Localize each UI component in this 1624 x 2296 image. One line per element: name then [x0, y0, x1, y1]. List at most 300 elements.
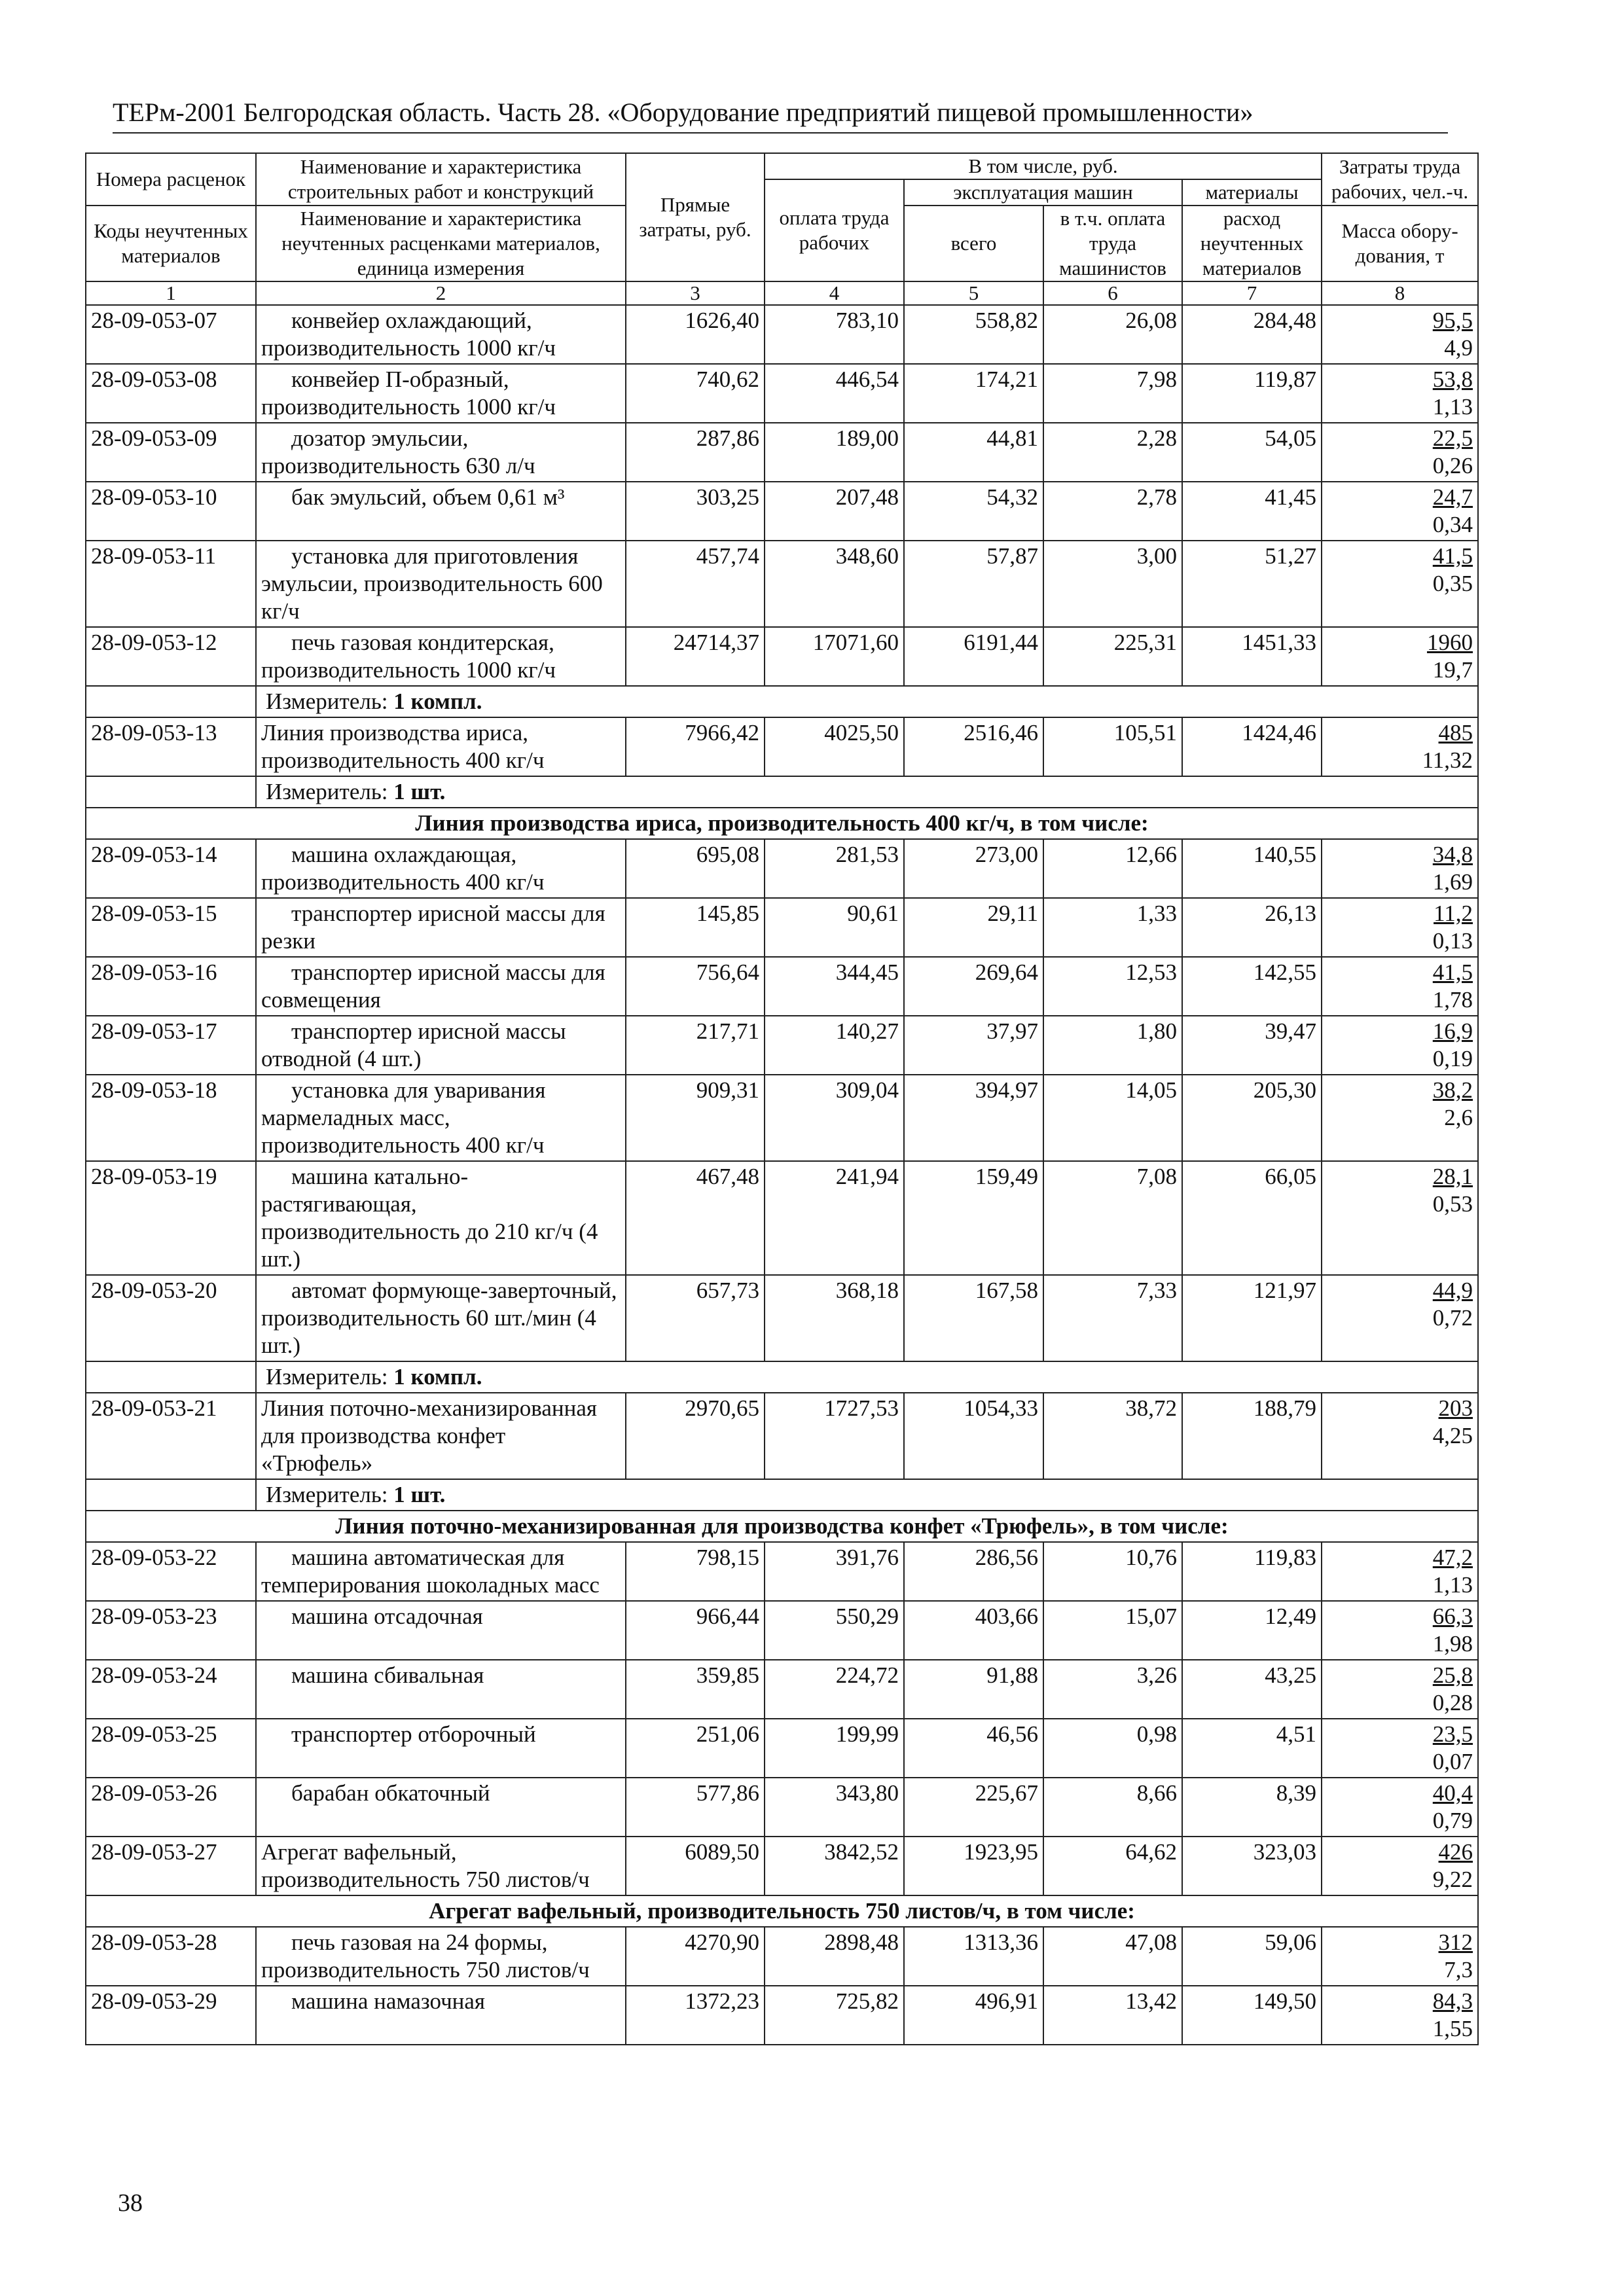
rate-code: 28-09-053-11 [86, 541, 256, 627]
rate-name-text: Линия поточно-механизированная для производства конфет «Трюфель» [261, 1395, 597, 1476]
labor-and-mass [1322, 1986, 1478, 2045]
equipment-mass: 0,53 [1432, 1191, 1473, 1217]
rate-name-text: машина автоматическая для темперирования шоколадных масс [261, 1545, 600, 1598]
measure-spacer [86, 1361, 256, 1393]
table-row [86, 364, 1478, 423]
direct-cost: 798,15 [626, 1542, 765, 1601]
table-row [86, 1393, 1478, 1479]
labor-pay: 90,61 [765, 898, 904, 957]
machinists-pay: 47,08 [1043, 1927, 1182, 1986]
materials-cost: 140,55 [1182, 839, 1322, 898]
labor-and-mass [1322, 717, 1478, 776]
equipment-mass: 0,34 [1432, 512, 1473, 537]
machinists-pay: 26,08 [1043, 305, 1182, 364]
rate-name [256, 627, 626, 686]
materials-cost: 66,05 [1182, 1161, 1322, 1275]
rate-name-text: установка для уваривания мармеладных масс, производительность 400 кг/ч [261, 1077, 546, 1158]
labor-hours: 28,1 [1432, 1164, 1473, 1189]
direct-cost: 657,73 [626, 1275, 765, 1361]
materials-cost: 41,45 [1182, 482, 1322, 541]
labor-and-mass [1322, 541, 1478, 627]
labor-pay: 224,72 [765, 1660, 904, 1719]
machines-total: 403,66 [904, 1601, 1043, 1660]
labor-hours: 426 [1438, 1839, 1473, 1865]
equipment-mass: 1,69 [1432, 869, 1473, 895]
measure-row [86, 686, 1478, 717]
labor-hours: 41,5 [1432, 543, 1473, 569]
equipment-mass: 19,7 [1432, 657, 1473, 683]
measure-label: Измеритель: [266, 1482, 388, 1507]
labor-hours: 23,5 [1432, 1721, 1473, 1747]
machinists-pay: 3,00 [1043, 541, 1182, 627]
direct-cost: 1372,23 [626, 1986, 765, 2045]
rate-name-text: машина катально-растягивающая, производительность до 210 кг/ч (4 шт.) [261, 1164, 598, 1272]
rate-name [256, 1016, 626, 1075]
rate-name-text: установка для приготовления эмульсии, производительность 600 кг/ч [261, 543, 603, 624]
table-body [86, 305, 1478, 2045]
labor-pay: 446,54 [765, 364, 904, 423]
machines-total: 2516,46 [904, 717, 1043, 776]
measure-unit-value: 1 шт. [393, 779, 446, 804]
equipment-mass: 2,6 [1444, 1105, 1473, 1130]
materials-cost: 4,51 [1182, 1719, 1322, 1778]
table-row [86, 305, 1478, 364]
rate-code: 28-09-053-09 [86, 423, 256, 482]
labor-and-mass [1322, 423, 1478, 482]
table-row [86, 1986, 1478, 2045]
labor-and-mass [1322, 1275, 1478, 1361]
equipment-mass: 9,22 [1432, 1867, 1473, 1892]
rate-name [256, 364, 626, 423]
rate-name-text: транспортер ирисной массы для резки [261, 901, 605, 954]
materials-cost: 12,49 [1182, 1601, 1322, 1660]
equipment-mass: 4,25 [1432, 1423, 1473, 1448]
labor-pay: 368,18 [765, 1275, 904, 1361]
direct-cost: 467,48 [626, 1161, 765, 1275]
rate-code: 28-09-053-27 [86, 1837, 256, 1895]
materials-cost: 142,55 [1182, 957, 1322, 1016]
labor-hours: 22,5 [1432, 425, 1473, 451]
rate-name [256, 1601, 626, 1660]
rate-code: 28-09-053-10 [86, 482, 256, 541]
table-row [86, 1075, 1478, 1161]
equipment-mass: 1,78 [1432, 987, 1473, 1013]
measure-label: Измеритель: [266, 689, 388, 714]
rate-code: 28-09-053-18 [86, 1075, 256, 1161]
section-row [86, 1895, 1478, 1927]
machinists-pay: 0,98 [1043, 1719, 1182, 1778]
col-mach-total: всего [904, 206, 1043, 281]
table-row [86, 1016, 1478, 1075]
rate-name [256, 717, 626, 776]
rate-name-text: Линия производства ириса, производительность 400 кг/ч [261, 720, 545, 773]
table-row [86, 1778, 1478, 1837]
labor-and-mass [1322, 1837, 1478, 1895]
direct-cost: 457,74 [626, 541, 765, 627]
rate-name-text: конвейер охлаждающий, производительность 1000 кг/ч [261, 308, 556, 361]
direct-cost: 217,71 [626, 1016, 765, 1075]
materials-cost: 26,13 [1182, 898, 1322, 957]
equipment-mass: 11,32 [1422, 747, 1473, 773]
labor-and-mass [1322, 957, 1478, 1016]
equipment-mass: 1,13 [1432, 1572, 1473, 1598]
measure-unit [256, 686, 1478, 717]
table-row [86, 839, 1478, 898]
materials-cost: 54,05 [1182, 423, 1322, 482]
col-codes-bottom: Коды неучтенных материалов [86, 206, 256, 281]
col-incl: В том числе, руб. [765, 153, 1322, 179]
col-number: 2 [256, 281, 626, 305]
rate-code: 28-09-053-25 [86, 1719, 256, 1778]
labor-hours: 47,2 [1432, 1545, 1473, 1570]
equipment-mass: 7,3 [1444, 1957, 1473, 1982]
table-row [86, 1719, 1478, 1778]
rate-name-text: печь газовая на 24 формы, производительность 750 листов/ч [261, 1929, 590, 1982]
labor-and-mass [1322, 627, 1478, 686]
table-row [86, 1275, 1478, 1361]
labor-and-mass [1322, 1778, 1478, 1837]
machines-total: 91,88 [904, 1660, 1043, 1719]
labor-pay: 241,94 [765, 1161, 904, 1275]
table-row [86, 1161, 1478, 1275]
measure-unit-value: 1 шт. [393, 1482, 446, 1507]
direct-cost: 251,06 [626, 1719, 765, 1778]
rate-name [256, 957, 626, 1016]
rate-name-text: транспортер ирисной массы для совмещения [261, 960, 605, 1013]
measure-unit [256, 1361, 1478, 1393]
labor-pay: 783,10 [765, 305, 904, 364]
labor-hours: 66,3 [1432, 1604, 1473, 1629]
machines-total: 394,97 [904, 1075, 1043, 1161]
labor-pay: 348,60 [765, 541, 904, 627]
labor-pay: 343,80 [765, 1778, 904, 1837]
rate-name [256, 898, 626, 957]
equipment-mass: 1,13 [1432, 394, 1473, 420]
machinists-pay: 105,51 [1043, 717, 1182, 776]
section-row [86, 808, 1478, 839]
direct-cost: 287,86 [626, 423, 765, 482]
direct-cost: 756,64 [626, 957, 765, 1016]
equipment-mass: 1,98 [1432, 1631, 1473, 1657]
materials-cost: 188,79 [1182, 1393, 1322, 1479]
labor-hours: 38,2 [1432, 1077, 1473, 1103]
machinists-pay: 1,33 [1043, 898, 1182, 957]
machinists-pay: 3,26 [1043, 1660, 1182, 1719]
labor-hours: 44,9 [1432, 1278, 1473, 1303]
machines-total: 57,87 [904, 541, 1043, 627]
rate-code: 28-09-053-17 [86, 1016, 256, 1075]
measure-row [86, 1479, 1478, 1511]
materials-cost: 8,39 [1182, 1778, 1322, 1837]
table-row [86, 1927, 1478, 1986]
rate-name [256, 1927, 626, 1986]
direct-cost: 6089,50 [626, 1837, 765, 1895]
col-name-top: Наименование и характеристика строительных работ и конструкций [256, 153, 626, 206]
labor-hours: 24,7 [1432, 484, 1473, 510]
machines-total: 496,91 [904, 1986, 1043, 2045]
section-heading: Линия поточно-механизированная для производства конфет «Трюфель», в том числе: [86, 1511, 1478, 1542]
rate-code: 28-09-053-13 [86, 717, 256, 776]
col-machines: эксплуатация машин [904, 179, 1182, 206]
measure-unit-value: 1 компл. [393, 689, 482, 714]
rate-code: 28-09-053-12 [86, 627, 256, 686]
labor-hours: 16,9 [1432, 1018, 1473, 1044]
machines-total: 273,00 [904, 839, 1043, 898]
machinists-pay: 7,98 [1043, 364, 1182, 423]
machines-total: 269,64 [904, 957, 1043, 1016]
col-mat-unaccounted: расход неучтенных материалов [1182, 206, 1322, 281]
rate-code: 28-09-053-23 [86, 1601, 256, 1660]
labor-pay: 1727,53 [765, 1393, 904, 1479]
labor-hours: 25,8 [1432, 1662, 1473, 1688]
section-heading: Линия производства ириса, производительность 400 кг/ч, в том числе: [86, 808, 1478, 839]
col-materials: материалы [1182, 179, 1322, 206]
rate-name [256, 482, 626, 541]
col-number: 8 [1322, 281, 1478, 305]
labor-and-mass [1322, 305, 1478, 364]
rate-name-text: барабан обкаточный [291, 1780, 490, 1806]
table-row [86, 1601, 1478, 1660]
rates-table [85, 152, 1479, 2045]
rate-name [256, 1542, 626, 1601]
measure-label: Измеритель: [266, 1364, 388, 1390]
machines-total: 1054,33 [904, 1393, 1043, 1479]
machines-total: 1313,36 [904, 1927, 1043, 1986]
col-mass: Масса обору-дования, т [1322, 206, 1478, 281]
equipment-mass: 0,26 [1432, 453, 1473, 478]
rate-name [256, 423, 626, 482]
rate-code: 28-09-053-19 [86, 1161, 256, 1275]
col-labor: оплата труда рабочих [765, 179, 904, 281]
table-row [86, 957, 1478, 1016]
rate-name-text: дозатор эмульсии, производительность 630 л/ч [261, 425, 535, 478]
rate-name [256, 1393, 626, 1479]
machines-total: 225,67 [904, 1778, 1043, 1837]
labor-hours: 485 [1438, 720, 1473, 745]
labor-pay: 550,29 [765, 1601, 904, 1660]
labor-and-mass [1322, 1393, 1478, 1479]
machines-total: 29,11 [904, 898, 1043, 957]
labor-pay: 281,53 [765, 839, 904, 898]
col-number: 4 [765, 281, 904, 305]
equipment-mass: 1,55 [1432, 2016, 1473, 2041]
labor-pay: 207,48 [765, 482, 904, 541]
machinists-pay: 14,05 [1043, 1075, 1182, 1161]
machinists-pay: 7,33 [1043, 1275, 1182, 1361]
col-direct: Прямые затраты, руб. [626, 153, 765, 281]
materials-cost: 149,50 [1182, 1986, 1322, 2045]
rate-code: 28-09-053-16 [86, 957, 256, 1016]
materials-cost: 43,25 [1182, 1660, 1322, 1719]
col-name-bottom: Наименование и характеристика неучтенных расценками материалов, единица измерения [256, 206, 626, 281]
rate-name [256, 305, 626, 364]
materials-cost: 119,87 [1182, 364, 1322, 423]
machinists-pay: 1,80 [1043, 1016, 1182, 1075]
col-number: 3 [626, 281, 765, 305]
rate-name [256, 1837, 626, 1895]
machinists-pay: 13,42 [1043, 1986, 1182, 2045]
machinists-pay: 2,28 [1043, 423, 1182, 482]
rate-name-text: машина намазочная [291, 1988, 486, 2014]
direct-cost: 7966,42 [626, 717, 765, 776]
rate-name-text: автомат формующе-заверточный, производительность 60 шт./мин (4 шт.) [261, 1278, 617, 1358]
materials-cost: 121,97 [1182, 1275, 1322, 1361]
measure-spacer [86, 686, 256, 717]
rate-name [256, 1719, 626, 1778]
rate-code: 28-09-053-21 [86, 1393, 256, 1479]
rate-name [256, 1275, 626, 1361]
measure-spacer [86, 1479, 256, 1511]
rate-name-text: конвейер П-образный, производительность 1000 кг/ч [261, 367, 556, 420]
labor-pay: 725,82 [765, 1986, 904, 2045]
rate-name-text: печь газовая кондитерская, производительность 1000 кг/ч [261, 630, 556, 683]
labor-hours: 40,4 [1432, 1780, 1473, 1806]
labor-and-mass [1322, 839, 1478, 898]
equipment-mass: 0,13 [1432, 928, 1473, 954]
measure-spacer [86, 776, 256, 808]
rate-code: 28-09-053-24 [86, 1660, 256, 1719]
labor-and-mass [1322, 1016, 1478, 1075]
machines-total: 54,32 [904, 482, 1043, 541]
machinists-pay: 15,07 [1043, 1601, 1182, 1660]
table-row [86, 482, 1478, 541]
col-number: 6 [1043, 281, 1182, 305]
materials-cost: 59,06 [1182, 1927, 1322, 1986]
equipment-mass: 0,35 [1432, 571, 1473, 596]
materials-cost: 39,47 [1182, 1016, 1322, 1075]
labor-pay: 4025,50 [765, 717, 904, 776]
machinists-pay: 2,78 [1043, 482, 1182, 541]
labor-and-mass [1322, 482, 1478, 541]
rate-name [256, 1660, 626, 1719]
rate-name-text: машина отсадочная [291, 1604, 483, 1629]
machines-total: 174,21 [904, 364, 1043, 423]
measure-unit-value: 1 компл. [393, 1364, 482, 1390]
col-labor-cost: Затраты труда рабочих, чел.-ч. [1322, 153, 1478, 206]
rate-code: 28-09-053-07 [86, 305, 256, 364]
machinists-pay: 12,53 [1043, 957, 1182, 1016]
labor-pay: 140,27 [765, 1016, 904, 1075]
equipment-mass: 0,72 [1432, 1305, 1473, 1331]
rate-name [256, 839, 626, 898]
col-number: 7 [1182, 281, 1322, 305]
machines-total: 6191,44 [904, 627, 1043, 686]
machinists-pay: 10,76 [1043, 1542, 1182, 1601]
table-row [86, 898, 1478, 957]
labor-pay: 199,99 [765, 1719, 904, 1778]
direct-cost: 24714,37 [626, 627, 765, 686]
labor-pay: 391,76 [765, 1542, 904, 1601]
rate-name-text: Агрегат вафельный, производительность 750 листов/ч [261, 1839, 590, 1892]
labor-hours: 95,5 [1432, 308, 1473, 333]
equipment-mass: 0,79 [1432, 1808, 1473, 1833]
machinists-pay: 225,31 [1043, 627, 1182, 686]
rate-code: 28-09-053-20 [86, 1275, 256, 1361]
equipment-mass: 0,28 [1432, 1690, 1473, 1715]
rate-code: 28-09-053-08 [86, 364, 256, 423]
direct-cost: 303,25 [626, 482, 765, 541]
equipment-mass: 4,9 [1444, 335, 1473, 361]
table-row [86, 1660, 1478, 1719]
labor-and-mass [1322, 1601, 1478, 1660]
rate-code: 28-09-053-14 [86, 839, 256, 898]
page-number: 38 [118, 2189, 143, 2217]
equipment-mass: 0,19 [1432, 1046, 1473, 1071]
labor-and-mass [1322, 1542, 1478, 1601]
labor-and-mass [1322, 1161, 1478, 1275]
rate-name-text: бак эмульсий, объем 0,61 м³ [291, 484, 565, 510]
rate-code: 28-09-053-15 [86, 898, 256, 957]
table-row [86, 717, 1478, 776]
direct-cost: 1626,40 [626, 305, 765, 364]
machines-total: 37,97 [904, 1016, 1043, 1075]
machinists-pay: 38,72 [1043, 1393, 1182, 1479]
labor-hours: 203 [1438, 1395, 1473, 1421]
rate-code: 28-09-053-26 [86, 1778, 256, 1837]
page-header-title: ТЕРм-2001 Белгородская область. Часть 28. «Оборудование предприятий пищевой промышленности» [113, 98, 1254, 127]
table-header [86, 153, 1478, 305]
col-codes-top: Номера расценок [86, 153, 256, 206]
materials-cost: 284,48 [1182, 305, 1322, 364]
materials-cost: 119,83 [1182, 1542, 1322, 1601]
measure-row [86, 1361, 1478, 1393]
labor-pay: 344,45 [765, 957, 904, 1016]
machinists-pay: 8,66 [1043, 1778, 1182, 1837]
header-rule [113, 132, 1448, 134]
col-mach-labor: в т.ч. оплата труда машинистов [1043, 206, 1182, 281]
labor-and-mass [1322, 1927, 1478, 1986]
labor-hours: 53,8 [1432, 367, 1473, 392]
section-row [86, 1511, 1478, 1542]
table-row [86, 1542, 1478, 1601]
materials-cost: 323,03 [1182, 1837, 1322, 1895]
labor-and-mass [1322, 1660, 1478, 1719]
labor-hours: 84,3 [1432, 1988, 1473, 2014]
labor-and-mass [1322, 898, 1478, 957]
table-row [86, 627, 1478, 686]
rate-name [256, 1778, 626, 1837]
rate-name [256, 1075, 626, 1161]
table-row [86, 423, 1478, 482]
machinists-pay: 64,62 [1043, 1837, 1182, 1895]
materials-cost: 1424,46 [1182, 717, 1322, 776]
machines-total: 286,56 [904, 1542, 1043, 1601]
direct-cost: 740,62 [626, 364, 765, 423]
table-row [86, 541, 1478, 627]
labor-pay: 17071,60 [765, 627, 904, 686]
measure-unit [256, 1479, 1478, 1511]
equipment-mass: 0,07 [1432, 1749, 1473, 1774]
direct-cost: 4270,90 [626, 1927, 765, 1986]
labor-pay: 189,00 [765, 423, 904, 482]
labor-hours: 1960 [1427, 630, 1473, 655]
direct-cost: 909,31 [626, 1075, 765, 1161]
rate-name-text: транспортер отборочный [291, 1721, 536, 1747]
rate-code: 28-09-053-29 [86, 1986, 256, 2045]
direct-cost: 145,85 [626, 898, 765, 957]
machines-total: 558,82 [904, 305, 1043, 364]
labor-pay: 2898,48 [765, 1927, 904, 1986]
rate-code: 28-09-053-28 [86, 1927, 256, 1986]
rate-name-text: машина сбивальная [291, 1662, 484, 1688]
rate-name-text: транспортер ирисной массы отводной (4 шт.) [261, 1018, 566, 1071]
labor-hours: 41,5 [1432, 960, 1473, 985]
direct-cost: 695,08 [626, 839, 765, 898]
materials-cost: 1451,33 [1182, 627, 1322, 686]
section-heading: Агрегат вафельный, производительность 750 листов/ч, в том числе: [86, 1895, 1478, 1927]
labor-pay: 309,04 [765, 1075, 904, 1161]
rate-name [256, 541, 626, 627]
